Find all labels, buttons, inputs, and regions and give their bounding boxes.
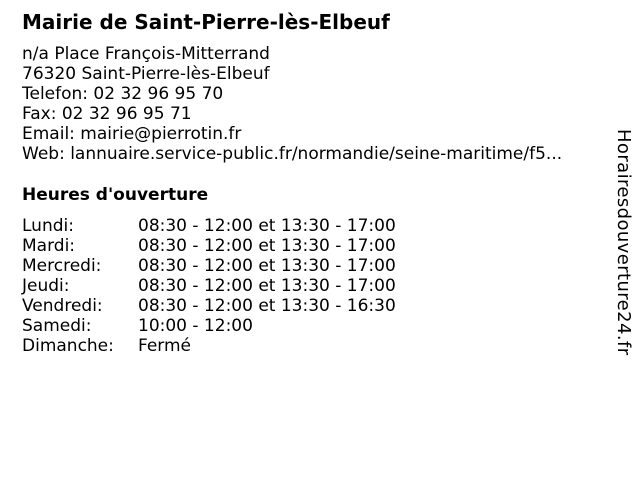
- address-street-line: n/a Place François-Mitterrand: [22, 44, 270, 64]
- page-title: Mairie de Saint-Pierre-lès-Elbeuf: [22, 10, 390, 34]
- address-city-line: 76320 Saint-Pierre-lès-Elbeuf: [22, 64, 270, 84]
- hours-row-tuesday: [22, 236, 592, 256]
- hours-row-sunday: [22, 336, 592, 356]
- fax-line: Fax: 02 32 96 95 71: [22, 104, 192, 124]
- opening-hours-table: [22, 216, 592, 356]
- site-brand-watermark: Horairesdouverture24.fr: [613, 129, 634, 356]
- email-line[interactable]: Email: mairie@pierrotin.fr: [22, 124, 242, 144]
- hours-times-value: 10:00 - 12:00: [138, 316, 253, 336]
- opening-hours-heading: Heures d'ouverture: [22, 185, 209, 205]
- hours-day-label: Mercredi:: [22, 256, 102, 276]
- hours-day-label: Mardi:: [22, 236, 76, 256]
- hours-day-label: Dimanche:: [22, 336, 114, 356]
- hours-row-thursday: [22, 276, 592, 296]
- hours-row-monday: [22, 216, 592, 236]
- contact-block: [22, 44, 592, 164]
- hours-times-value: 08:30 - 12:00 et 13:30 - 17:00: [138, 236, 396, 256]
- hours-row-saturday: [22, 316, 592, 336]
- hours-row-friday: [22, 296, 592, 316]
- hours-times-value: 08:30 - 12:00 et 13:30 - 17:00: [138, 256, 396, 276]
- phone-line: Telefon: 02 32 96 95 70: [22, 84, 224, 104]
- hours-day-label: Vendredi:: [22, 296, 103, 316]
- hours-times-value: 08:30 - 12:00 et 13:30 - 17:00: [138, 276, 396, 296]
- website-line[interactable]: Web: lannuaire.service-public.fr/normandie/seine-maritime/f5...: [22, 144, 563, 164]
- hours-day-label: Jeudi:: [22, 276, 70, 296]
- hours-times-value: Fermé: [138, 336, 192, 356]
- hours-times-value: 08:30 - 12:00 et 13:30 - 16:30: [138, 296, 396, 316]
- hours-times-value: 08:30 - 12:00 et 13:30 - 17:00: [138, 216, 396, 236]
- hours-day-label: Samedi:: [22, 316, 92, 336]
- hours-row-wednesday: [22, 256, 592, 276]
- hours-day-label: Lundi:: [22, 216, 74, 236]
